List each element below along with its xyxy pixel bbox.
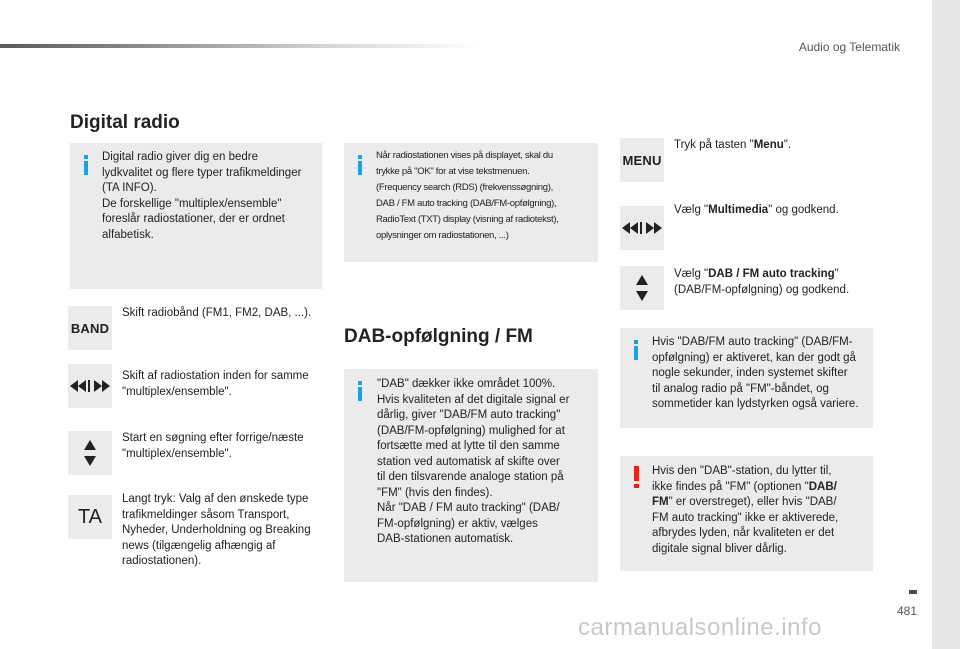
page-number: 481 [897,604,918,618]
text-line: Digital radio giver dig en bedre [102,151,258,163]
text-line [652,480,870,496]
text-line: oplysninger om radiostationen, ...) [376,230,509,241]
page-edge-sidebar [932,0,960,649]
text-run: Vælg " [674,268,709,280]
menu-label: MENU [622,152,662,168]
warning-icon [634,466,640,488]
page-title: Digital radio [70,112,180,133]
band-label: BAND [70,320,110,336]
watermark: carmanualsonline.info [578,614,822,641]
text-run: ikke findes på "FM" (optionen " [652,480,809,493]
step-menu [674,138,894,154]
text-run: Tryk på tasten " [674,139,754,151]
text-run-bold: DAB / FM auto tracking [708,268,835,280]
dab-fm-info-box [344,369,598,582]
text-line: (TA INFO). [102,182,157,194]
seek-description [122,369,332,400]
seek-arrows-svg [68,378,112,394]
text-line: "multiplex/ensemble". [122,385,232,398]
text-run: Vælg " [674,204,709,216]
text-run-bold: Multimedia [708,204,769,216]
text-line: Hvis den "DAB"-station, du lytter til, [652,465,832,477]
text-run-bold: FM [652,496,669,508]
text-line: "DAB" dækker ikke området 100%. [377,378,556,390]
digital-radio-info-box [70,143,322,289]
text-line: trykke på "OK" for at vise tekstmenuen. [376,166,530,177]
text-line: opfølgning) er aktiveret, kan der godt gå [652,351,856,364]
up-down-arrows-icon [68,431,112,475]
warning-text [652,464,870,557]
text-line [674,267,904,283]
info-icon [634,340,638,360]
seek-left-right-icon [620,206,664,250]
info-text [376,148,596,244]
band-description [122,306,332,322]
band-button-icon [68,306,112,350]
text-line: DAB-stationen automatisk. [377,533,514,545]
text-line: Langt tryk: Valg af den ønskede type [122,493,309,505]
text-line: (Frequency search (RDS) (frekvenssøgning), [376,182,553,193]
text-line: "multiplex/ensemble". [122,447,232,460]
text-run-bold: Menu [753,139,784,151]
step-dab-fm [674,267,904,298]
info-icon [84,155,88,175]
info-text [102,150,318,243]
text-line: Skift af radiostation inden for samme [122,370,309,382]
text-menu-info-box [344,143,598,262]
text-line: Når radiostationen vises på displayet, skal du [376,150,553,161]
auto-tracking-info-box [620,328,873,428]
ta-button-icon [68,495,112,539]
text-run: " er overstreget), eller hvis "DAB/ [668,496,837,508]
text-line: trafikmeldinger såsom Transport, [122,508,290,521]
text-line: (DAB/FM-opfølgning) mulighed for at [377,424,565,437]
seek-arrows-svg [620,220,664,236]
text-line: foreslår radiostationer, der er ordnet [102,213,285,225]
text-line: nogle sekunder, inden systemet skifter [652,367,848,379]
text-line: "FM" (hvis den findes). [377,486,493,499]
text-line: Nyheder, Underholdning og Breaking [122,524,311,536]
text-line: digitale signal bliver dårlig. [652,542,787,555]
text-line: sommetider kan lydstyrken også variere. [652,398,859,410]
warning-box [620,456,873,571]
text-run: " og godkend. [768,204,839,216]
section-header: Audio og Telematik [798,40,900,54]
text-line: (DAB/FM-opfølgning) og godkend. [674,283,850,296]
text-line: Hvis kvaliteten af det digitale signal er [377,393,570,406]
text-line: De forskellige "multiplex/ensemble" [102,197,282,210]
text-line: dårlig, giver "DAB/FM auto tracking" [377,409,561,421]
text-line: afbrydes lyden, når kvaliteten er det [652,527,835,539]
text-line [652,495,870,511]
text-line: til den tilsvarende analoge station på [377,471,564,483]
info-icon [358,381,362,401]
page-marker [909,590,917,594]
text-run-bold: DAB/ [808,480,837,493]
step-multimedia [674,203,894,219]
info-text [652,335,870,413]
text-line: fortsætte med at lytte til den samme [377,440,560,452]
info-icon [358,155,362,175]
text-line: news (tilgængelig afhængig af [122,539,276,552]
text-line: FM-opfølgning) er aktiv, vælges [377,517,538,530]
text-run: ". [783,139,792,151]
text-line: Skift radiobånd (FM1, FM2, DAB, ...). [122,307,312,319]
text-line: Hvis "DAB/FM auto tracking" (DAB/FM- [652,336,853,348]
text-line: station ved automatisk af skifte over [377,455,560,468]
text-line: Når "DAB / FM auto tracking" (DAB/ [377,502,560,514]
text-line: RadioText (TXT) display (visning af radiotekst), [376,214,559,225]
text-line: til analog radio på "FM"-båndet, og [652,382,829,395]
ta-label: TA [77,505,103,528]
text-line: lydkvalitet og flere typer trafikmeldinger [102,166,302,179]
text-line: FM auto tracking" ikke er aktiverede, [652,511,839,524]
seek-left-right-icon [68,364,112,408]
text-line: Start en søgning efter forrige/næste [122,432,304,444]
text-line: radiostationen). [122,555,202,567]
ta-description [122,492,332,570]
menu-button-icon [620,138,664,182]
section-title: DAB-opfølgning / FM [344,326,533,347]
header-gradient-bar [0,44,480,48]
up-down-arrows-icon [620,266,664,310]
text-run: " [834,268,839,280]
text-line: DAB / FM auto tracking (DAB/FM-opfølgning), [376,198,557,209]
info-text [377,377,595,548]
updown-description [122,431,332,462]
text-line: alfabetisk. [102,228,154,241]
